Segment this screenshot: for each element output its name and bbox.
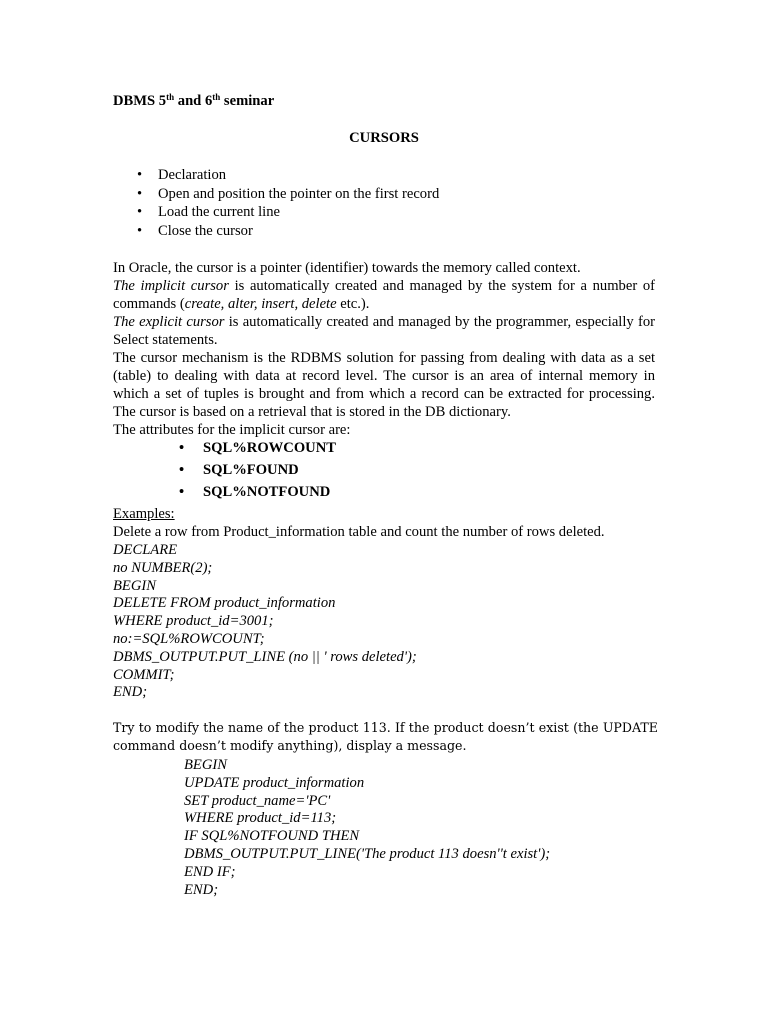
bullet-icon: • xyxy=(179,484,185,500)
bullet-icon: • xyxy=(179,462,185,478)
document-title xyxy=(113,92,274,110)
bullet-icon: • xyxy=(137,222,143,239)
title-superscript: th xyxy=(166,92,175,102)
examples-label: Examples: xyxy=(113,506,175,522)
code-line: DELETE FROM product_information xyxy=(113,595,336,612)
body-text xyxy=(113,259,655,439)
code-line: WHERE product_id=3001; xyxy=(113,613,274,630)
paragraph: The implicit cursor is automatically created and managed by the system for a number of commands (create, alter, insert, delete etc.). xyxy=(113,278,655,312)
section-heading: CURSORS xyxy=(349,130,419,146)
list-item: • Load the current line xyxy=(137,204,280,220)
title-superscript: th xyxy=(212,92,221,102)
code-line: END; xyxy=(184,881,219,898)
code-line: END IF; xyxy=(184,863,236,880)
code-line: SET product_name='PC' xyxy=(184,792,331,809)
code-line: COMMIT; xyxy=(113,666,175,683)
code-block xyxy=(184,756,550,898)
attributes-list xyxy=(177,439,336,505)
code-line: DBMS_OUTPUT.PUT_LINE('The product 113 doesn''t exist'); xyxy=(184,845,551,862)
paragraph: In Oracle, the cursor is a pointer (identifier) towards the memory called context. xyxy=(113,260,581,276)
code-line: END; xyxy=(113,684,148,701)
title-part: seminar xyxy=(220,93,275,109)
paragraph: The cursor mechanism is the RDBMS solution for passing from dealing with data as a set (table) to dealing with data at record level. The cursor is an area of internal memory in which a set of tuples is brought and from which a record can be extracted for processing. The cursor is based on a retrieval that is stored in the DB dictionary. xyxy=(113,350,655,420)
list-item: • SQL%FOUND xyxy=(179,462,299,478)
list-item: • SQL%NOTFOUND xyxy=(179,484,331,500)
example-intro: Delete a row from Product_information table and count the number of rows deleted. xyxy=(113,524,605,540)
title-part: DBMS 5 xyxy=(113,93,167,109)
title-part: and 6 xyxy=(174,93,213,109)
steps-list xyxy=(113,166,439,240)
bullet-icon: • xyxy=(137,167,143,183)
code-line: WHERE product_id=113; xyxy=(184,810,337,827)
paragraph: The explicit cursor is automatically created and managed by the programmer, especially for Select statements. xyxy=(113,314,655,348)
list-item: • Open and position the pointer on the first record xyxy=(137,185,440,202)
code-line: BEGIN xyxy=(184,757,227,773)
code-line: no:=SQL%ROWCOUNT; xyxy=(113,630,265,647)
bullet-icon: • xyxy=(179,440,185,456)
list-item: • SQL%ROWCOUNT xyxy=(179,440,336,456)
code-line: DBMS_OUTPUT.PUT_LINE (no || ' rows deleted'); xyxy=(113,648,417,665)
examples-section xyxy=(113,505,655,701)
list-item: • Close the cursor xyxy=(137,222,253,239)
code-line: no NUMBER(2); xyxy=(113,559,213,576)
list-item: • Declaration xyxy=(137,167,227,183)
paragraph: The attributes for the implicit cursor are: xyxy=(113,422,351,438)
code-block xyxy=(113,541,655,701)
code-line: UPDATE product_information xyxy=(184,774,365,791)
code-line: BEGIN xyxy=(113,577,156,594)
code-line: IF SQL%NOTFOUND THEN xyxy=(184,828,360,845)
bullet-icon: • xyxy=(137,204,143,220)
bullet-icon: • xyxy=(137,185,143,202)
exercise-text: Try to modify the name of the product 113. If the product doesn’t exist (the UPDATE command doesn’t modify anything), display a message. xyxy=(113,720,658,753)
code-line: DECLARE xyxy=(113,542,178,558)
